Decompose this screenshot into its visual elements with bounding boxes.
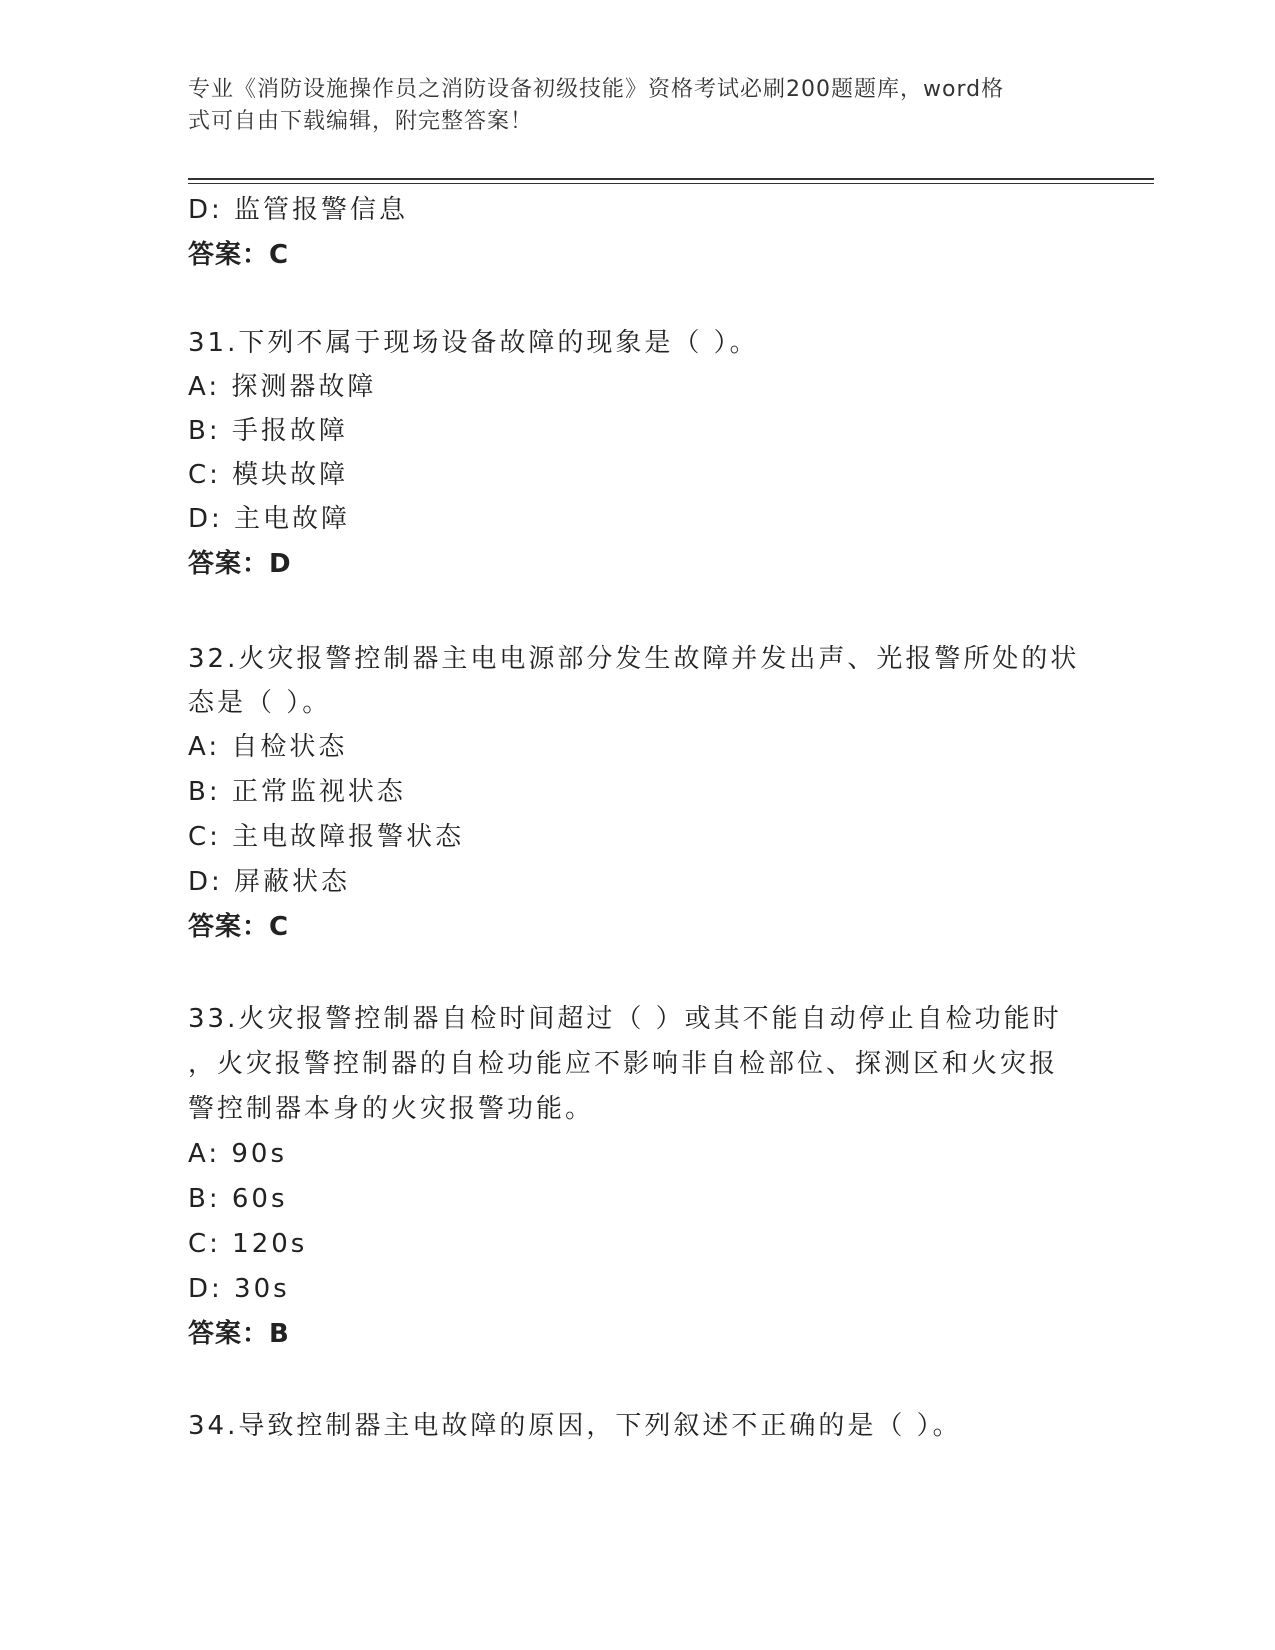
q33-option-b: B: 60s [188,1184,288,1214]
q31-option-a: A: 探测器故障 [188,372,377,402]
header-divider-thick [188,178,1154,180]
header-divider-thin [188,183,1154,184]
q31-option-d: D: 主电故障 [188,504,351,534]
header-line-2: 式可自由下载编辑，附完整答案！ [188,109,534,134]
q33-option-c: C: 120s [188,1229,308,1259]
q32-option-c: C: 主电故障报警状态 [188,822,465,852]
document-header [188,74,1068,138]
q33-option-d: D: 30s [188,1274,290,1304]
q32-stem-line-1: 32.火灾报警控制器主电电源部分发生故障并发出声、光报警所处的状 [188,644,1080,674]
q32-answer: 答案：C [188,912,290,942]
q31-answer: 答案：D [188,549,292,579]
prev-question-answer: 答案：C [188,240,290,270]
q31-stem: 31.下列不属于现场设备故障的现象是（ ）。 [188,328,759,358]
q34-stem: 34.导致控制器主电故障的原因，下列叙述不正确的是（ ）。 [188,1411,962,1441]
q33-option-a: A: 90s [188,1139,287,1169]
q31-option-b: B: 手报故障 [188,416,348,446]
q32-option-b: B: 正常监视状态 [188,777,406,807]
q32-option-d: D: 屏蔽状态 [188,867,351,897]
q32-option-a: A: 自检状态 [188,732,348,762]
q33-stem-line-1: 33.火灾报警控制器自检时间超过（ ）或其不能自动停止自检功能时 [188,1004,1062,1034]
q32-stem-line-2: 态是（ ）。 [188,688,332,718]
q33-answer: 答案：B [188,1319,290,1349]
q33-stem-line-2: ，火灾报警控制器的自检功能应不影响非自检部位、探测区和火灾报 [188,1049,1059,1079]
q33-stem-line-3: 警控制器本身的火灾报警功能。 [188,1094,595,1124]
header-line-1: 专业《消防设施操作员之消防设备初级技能》资格考试必刷200题题库，word格 [188,77,1005,102]
prev-question-option-d: D: 监管报警信息 [188,195,409,225]
q31-option-c: C: 模块故障 [188,460,349,490]
